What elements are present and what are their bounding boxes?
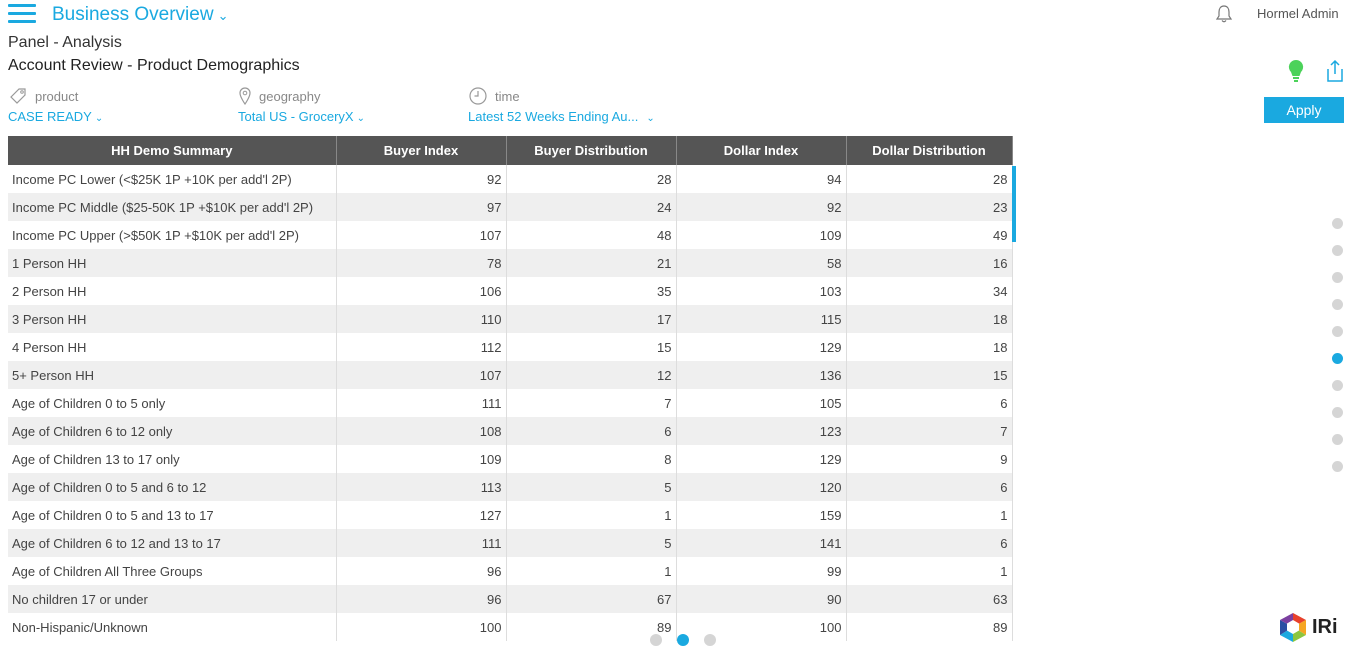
- table-row[interactable]: [8, 389, 1012, 417]
- value-cell: 6: [846, 529, 1012, 557]
- demographics-table-container[interactable]: [8, 136, 1016, 635]
- app-title-label: Business Overview: [52, 4, 214, 25]
- value-cell: 90: [676, 585, 846, 613]
- row-label-cell: Age of Children 6 to 12 only: [8, 417, 336, 445]
- tag-icon: [8, 86, 28, 106]
- app-title-dropdown[interactable]: [52, 4, 228, 26]
- value-cell: 18: [846, 305, 1012, 333]
- row-label-cell: Age of Children 0 to 5 and 13 to 17: [8, 501, 336, 529]
- page-title: Account Review - Product Demographics: [8, 57, 300, 74]
- chevron-down-icon: ⌄: [94, 113, 104, 124]
- apply-button[interactable]: Apply: [1264, 97, 1344, 123]
- page-dot-horizontal[interactable]: [704, 634, 716, 646]
- value-cell: 123: [676, 417, 846, 445]
- iri-logo-icon: [1278, 611, 1308, 643]
- page-dot-vertical[interactable]: [1332, 299, 1343, 310]
- value-cell: 92: [336, 165, 506, 193]
- lightbulb-icon[interactable]: [1286, 58, 1306, 84]
- table-row[interactable]: [8, 473, 1012, 501]
- product-filter-dropdown[interactable]: [8, 109, 103, 124]
- user-menu[interactable]: Hormel Admin: [1257, 6, 1339, 21]
- row-label-cell: Age of Children All Three Groups: [8, 557, 336, 585]
- column-header-dollar-distribution[interactable]: Dollar Distribution: [846, 136, 1012, 165]
- value-cell: 112: [336, 333, 506, 361]
- value-cell: 1: [846, 501, 1012, 529]
- column-header-dollar-index[interactable]: Dollar Index: [676, 136, 846, 165]
- chevron-down-icon: ⌄: [356, 113, 365, 124]
- value-cell: 129: [676, 333, 846, 361]
- value-cell: 16: [846, 249, 1012, 277]
- share-icon[interactable]: [1324, 58, 1346, 84]
- row-label-cell: Age of Children 0 to 5 only: [8, 389, 336, 417]
- value-cell: 5: [506, 473, 676, 501]
- row-label-cell: Non-Hispanic/Unknown: [8, 613, 336, 641]
- value-cell: 67: [506, 585, 676, 613]
- time-filter-value: Latest 52 Weeks Ending Au...: [468, 109, 639, 124]
- value-cell: 6: [846, 389, 1012, 417]
- value-cell: 21: [506, 249, 676, 277]
- value-cell: 107: [336, 361, 506, 389]
- value-cell: 92: [676, 193, 846, 221]
- row-label-cell: Income PC Upper (>$50K 1P +$10K per add'l 2P): [8, 221, 336, 249]
- value-cell: 23: [846, 193, 1012, 221]
- value-cell: 17: [506, 305, 676, 333]
- page-dot-vertical[interactable]: [1332, 353, 1343, 364]
- product-filter-value: CASE READY: [8, 109, 92, 124]
- row-label-cell: Income PC Middle ($25-50K 1P +$10K per add'l 2P): [8, 193, 336, 221]
- value-cell: 110: [336, 305, 506, 333]
- menu-bar: [8, 12, 36, 15]
- value-cell: 89: [506, 613, 676, 641]
- value-cell: 105: [676, 389, 846, 417]
- table-row[interactable]: [8, 277, 1012, 305]
- time-filter-dropdown[interactable]: [468, 109, 655, 124]
- row-label-cell: Age of Children 6 to 12 and 13 to 17: [8, 529, 336, 557]
- time-filter-label: time: [495, 88, 520, 104]
- horizontal-page-dots: [650, 634, 731, 646]
- table-row[interactable]: [8, 585, 1012, 613]
- table-scrollbar[interactable]: [1012, 166, 1016, 242]
- value-cell: 49: [846, 221, 1012, 249]
- page-dot-vertical[interactable]: [1332, 380, 1343, 391]
- iri-logo-text: IRi: [1312, 615, 1338, 638]
- value-cell: 15: [846, 361, 1012, 389]
- row-label-cell: 1 Person HH: [8, 249, 336, 277]
- value-cell: 28: [506, 165, 676, 193]
- page-dot-vertical[interactable]: [1332, 326, 1343, 337]
- value-cell: 100: [676, 613, 846, 641]
- value-cell: 18: [846, 333, 1012, 361]
- table-row[interactable]: [8, 193, 1012, 221]
- row-label-cell: 5+ Person HH: [8, 361, 336, 389]
- value-cell: 24: [506, 193, 676, 221]
- page-dot-vertical[interactable]: [1332, 461, 1343, 472]
- value-cell: 107: [336, 221, 506, 249]
- value-cell: 111: [336, 529, 506, 557]
- geography-filter-value: Total US - GroceryX: [238, 109, 354, 124]
- menu-bar: [8, 4, 36, 7]
- geography-filter-label: geography: [259, 88, 321, 104]
- value-cell: 7: [506, 389, 676, 417]
- page-dot-horizontal[interactable]: [650, 634, 662, 646]
- value-cell: 6: [846, 473, 1012, 501]
- page-dot-vertical[interactable]: [1332, 407, 1343, 418]
- value-cell: 109: [336, 445, 506, 473]
- value-cell: 7: [846, 417, 1012, 445]
- value-cell: 1: [506, 501, 676, 529]
- row-label-cell: 4 Person HH: [8, 333, 336, 361]
- value-cell: 48: [506, 221, 676, 249]
- value-cell: 159: [676, 501, 846, 529]
- value-cell: 136: [676, 361, 846, 389]
- table-row[interactable]: [8, 305, 1012, 333]
- value-cell: 100: [336, 613, 506, 641]
- column-header-buyer-distribution[interactable]: Buyer Distribution: [506, 136, 676, 165]
- table-row[interactable]: [8, 557, 1012, 585]
- table-row[interactable]: [8, 529, 1012, 557]
- column-header-buyer-index[interactable]: Buyer Index: [336, 136, 506, 165]
- value-cell: 6: [506, 417, 676, 445]
- page-dot-vertical[interactable]: [1332, 272, 1343, 283]
- value-cell: 120: [676, 473, 846, 501]
- value-cell: 35: [506, 277, 676, 305]
- time-filter: [468, 86, 655, 124]
- breadcrumb-panel: Panel - Analysis: [8, 34, 122, 51]
- value-cell: 63: [846, 585, 1012, 613]
- geography-filter-dropdown[interactable]: [238, 109, 365, 124]
- table-row[interactable]: [8, 333, 1012, 361]
- value-cell: 8: [506, 445, 676, 473]
- bell-icon[interactable]: [1214, 4, 1234, 24]
- row-label-cell: Age of Children 0 to 5 and 6 to 12: [8, 473, 336, 501]
- table-row[interactable]: [8, 361, 1012, 389]
- value-cell: 127: [336, 501, 506, 529]
- value-cell: 103: [676, 277, 846, 305]
- value-cell: 78: [336, 249, 506, 277]
- chevron-down-icon: ⌄: [646, 113, 655, 124]
- table-row[interactable]: [8, 445, 1012, 473]
- page-dot-vertical[interactable]: [1332, 434, 1343, 445]
- value-cell: 129: [676, 445, 846, 473]
- page-dot-vertical[interactable]: [1332, 245, 1343, 256]
- value-cell: 1: [506, 557, 676, 585]
- chevron-down-icon: ⌄: [217, 8, 229, 23]
- value-cell: 141: [676, 529, 846, 557]
- location-pin-icon: [238, 86, 252, 106]
- value-cell: 109: [676, 221, 846, 249]
- iri-logo: [1278, 611, 1338, 643]
- value-cell: 5: [506, 529, 676, 557]
- value-cell: 94: [676, 165, 846, 193]
- row-label-cell: No children 17 or under: [8, 585, 336, 613]
- value-cell: 99: [676, 557, 846, 585]
- value-cell: 96: [336, 557, 506, 585]
- value-cell: 12: [506, 361, 676, 389]
- value-cell: 97: [336, 193, 506, 221]
- row-label-cell: Income PC Lower (<$25K 1P +10K per add'l 2P): [8, 165, 336, 193]
- value-cell: 28: [846, 165, 1012, 193]
- value-cell: 58: [676, 249, 846, 277]
- table-row[interactable]: [8, 221, 1012, 249]
- column-header-hh-demo-summary[interactable]: HH Demo Summary: [8, 136, 336, 165]
- value-cell: 34: [846, 277, 1012, 305]
- product-filter-label: product: [35, 88, 79, 104]
- value-cell: 111: [336, 389, 506, 417]
- value-cell: 1: [846, 557, 1012, 585]
- page-dot-horizontal[interactable]: [677, 634, 689, 646]
- clock-icon: [468, 86, 488, 106]
- value-cell: 89: [846, 613, 1012, 641]
- table-row[interactable]: [8, 613, 1012, 641]
- value-cell: 108: [336, 417, 506, 445]
- table-row[interactable]: [8, 417, 1012, 445]
- demographics-table: [8, 136, 1013, 641]
- value-cell: 113: [336, 473, 506, 501]
- menu-bar: [8, 20, 36, 23]
- table-header-row: [8, 136, 1012, 165]
- value-cell: 9: [846, 445, 1012, 473]
- table-row[interactable]: [8, 165, 1012, 193]
- menu-icon[interactable]: [8, 4, 36, 26]
- geography-filter: [238, 86, 365, 124]
- row-label-cell: 2 Person HH: [8, 277, 336, 305]
- row-label-cell: 3 Person HH: [8, 305, 336, 333]
- table-row[interactable]: [8, 249, 1012, 277]
- table-row[interactable]: [8, 501, 1012, 529]
- value-cell: 115: [676, 305, 846, 333]
- value-cell: 15: [506, 333, 676, 361]
- value-cell: 106: [336, 277, 506, 305]
- value-cell: 96: [336, 585, 506, 613]
- vertical-page-dots: [1332, 218, 1343, 488]
- page-dot-vertical[interactable]: [1332, 218, 1343, 229]
- product-filter: [8, 86, 103, 124]
- row-label-cell: Age of Children 13 to 17 only: [8, 445, 336, 473]
